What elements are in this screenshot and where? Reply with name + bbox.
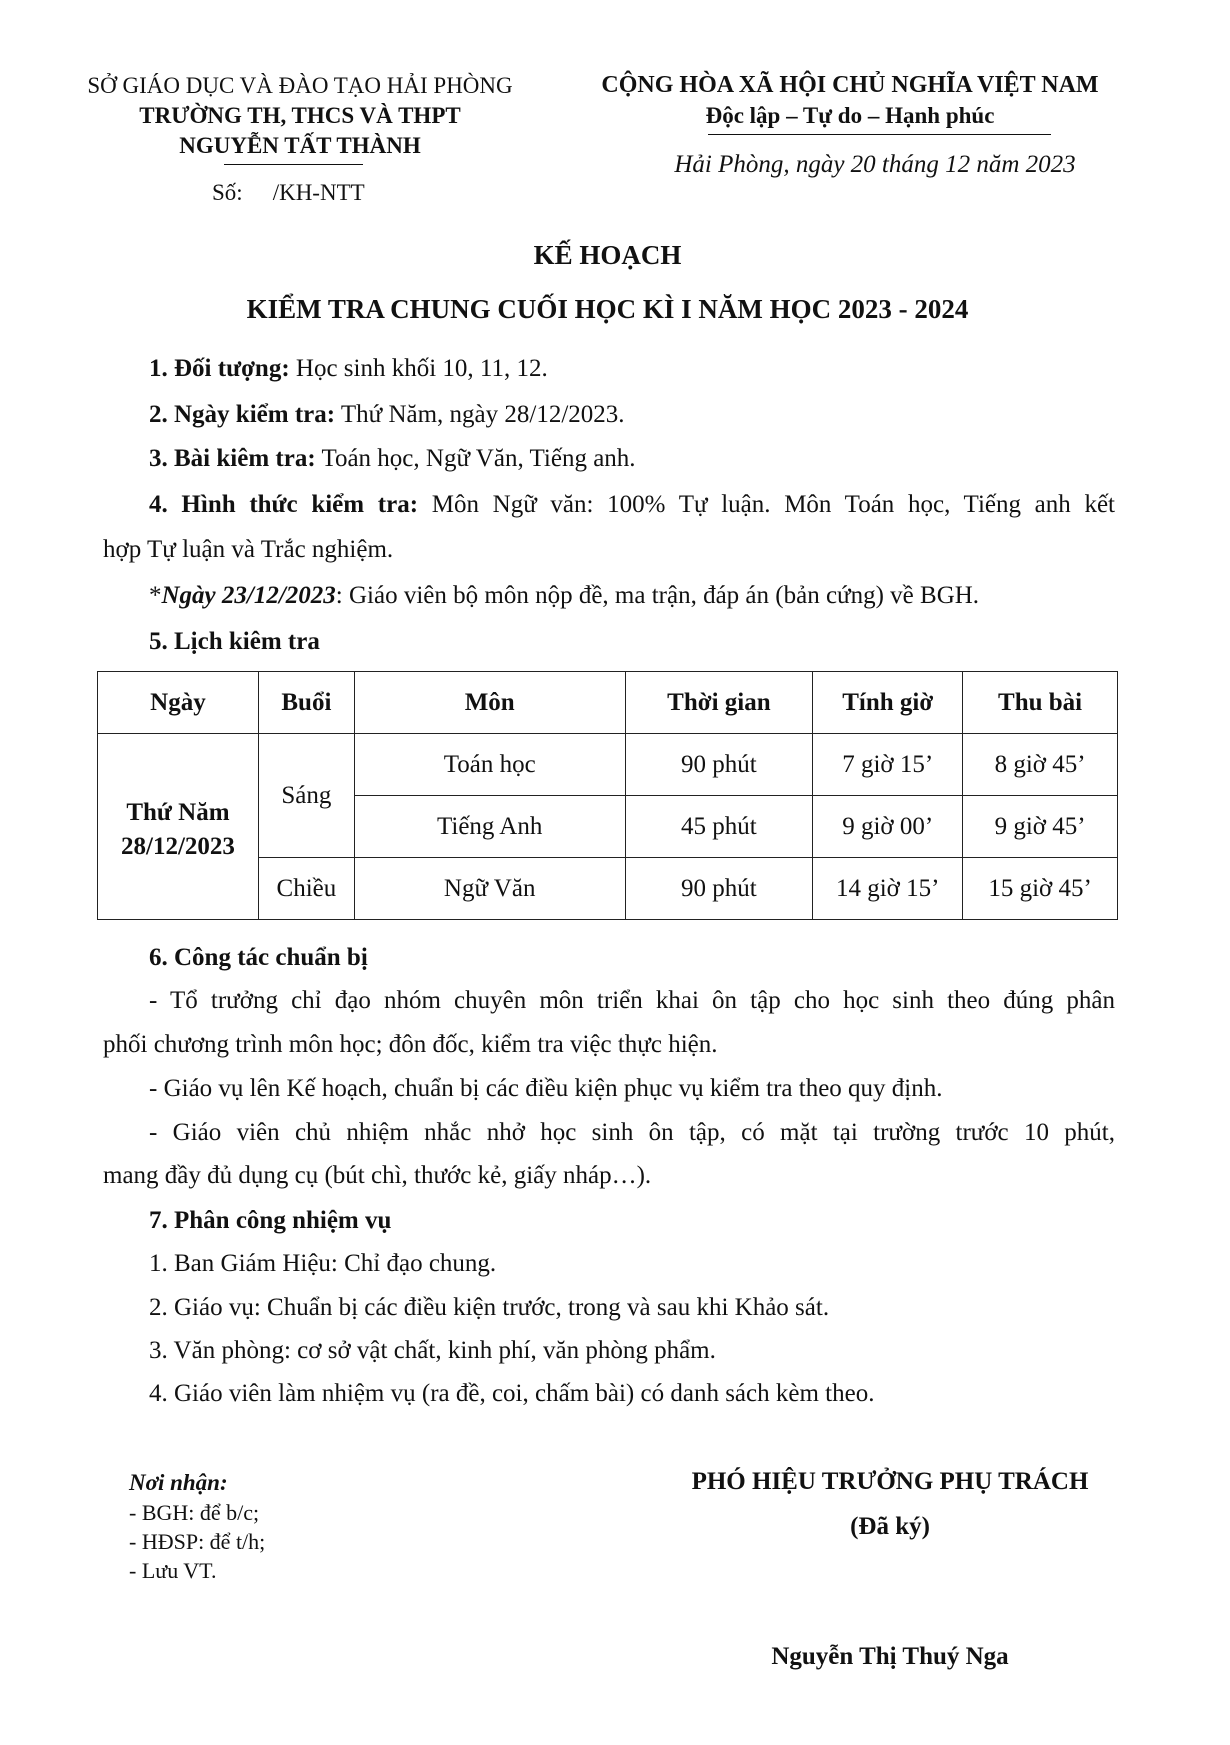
duration-cell: 90 phút: [625, 734, 813, 796]
subject-cell: Tiếng Anh: [354, 796, 625, 858]
section-1: [103, 354, 1115, 384]
duration-cell: 45 phút: [625, 796, 813, 858]
recipient-item: - BGH: để b/c;: [129, 1500, 260, 1525]
section-7-heading: 7. Phân công nhiệm vụ: [149, 1207, 392, 1234]
prep-item-3-continued: mang đầy đủ dụng cụ (bút chì, thước kẻ, giấy nháp…).: [103, 1162, 652, 1189]
exam-date: 28/12/2023: [121, 832, 235, 860]
prep-item-1-continued: phối chương trình môn học; đôn đốc, kiểm tra việc thực hiện.: [103, 1031, 718, 1058]
session-afternoon: Chiều: [258, 858, 354, 920]
document-number: [212, 178, 365, 208]
table-row: [98, 734, 1118, 796]
recipients-list: [129, 1498, 265, 1585]
number-label: Số:: [212, 180, 243, 205]
header-start: Tính giờ: [813, 672, 963, 734]
left-underline: [224, 164, 363, 165]
note-prefix: *: [149, 582, 162, 609]
section-3-text: Toán học, Ngữ Văn, Tiếng anh.: [315, 445, 636, 472]
signer-title: PHÓ HIỆU TRƯỞNG PHỤ TRÁCH: [691, 1468, 1089, 1495]
recipient-item: - Lưu VT.: [129, 1558, 217, 1583]
assignment-item: 3. Văn phòng: cơ sở vật chất, kinh phí, văn phòng phẩm.: [149, 1337, 716, 1364]
recipients-label: Nơi nhận:: [129, 1470, 228, 1495]
section-3: [103, 444, 1115, 474]
school-name-line2: NGUYỄN TẤT THÀNH: [179, 133, 421, 158]
prep-item-3: - Giáo viên chủ nhiệm nhắc nhở học sinh ôn tập, có mặt tại trường trước 10 phút,: [149, 1119, 1115, 1146]
session-morning: Sáng: [258, 734, 354, 858]
section-1-text: Học sinh khối 10, 11, 12.: [289, 355, 548, 382]
header-day: Ngày: [98, 672, 259, 734]
section-4-continued: hợp Tự luận và Trắc nghiệm.: [103, 536, 394, 563]
start-cell: 14 giờ 15’: [813, 858, 963, 920]
section-2-text: Thứ Năm, ngày 28/12/2023.: [335, 401, 625, 428]
exam-schedule-table: [97, 671, 1118, 920]
section-3-label: 3. Bài kiêm tra:: [149, 445, 316, 472]
prep-item-2: - Giáo vụ lên Kế hoạch, chuẩn bị các điều kiện phục vụ kiểm tra theo quy định.: [149, 1075, 943, 1102]
header-session: Buổi: [258, 672, 354, 734]
exam-day-cell: [98, 734, 259, 920]
assignment-item: 1. Ban Giám Hiệu: Chỉ đạo chung.: [149, 1250, 497, 1277]
header-duration: Thời gian: [625, 672, 813, 734]
table-header-row: [98, 672, 1118, 734]
signer-name: Nguyễn Thị Thuý Nga: [771, 1643, 1009, 1670]
assignment-item: 2. Giáo vụ: Chuẩn bị các điều kiện trước, trong và sau khi Khảo sát.: [149, 1294, 830, 1321]
number-value: /KH-NTT: [272, 180, 365, 205]
section-4: [103, 490, 1115, 520]
right-underline: [708, 134, 1051, 135]
national-motto: Độc lập – Tự do – Hạnh phúc: [705, 103, 995, 128]
recipient-item: - HĐSP: để t/h;: [129, 1529, 266, 1554]
assignment-item: 4. Giáo viên làm nhiệm vụ (ra đề, coi, chấm bài) có danh sách kèm theo.: [149, 1380, 875, 1407]
header-collect: Thu bài: [963, 672, 1118, 734]
subject-cell: Toán học: [354, 734, 625, 796]
national-title: CỘNG HÒA XÃ HỘI CHỦ NGHĨA VIỆT NAM: [601, 72, 1099, 98]
section-4-text: Môn Ngữ văn: 100% Tự luận. Môn Toán học, Tiếng anh kết: [418, 491, 1116, 518]
collect-cell: 15 giờ 45’: [963, 858, 1118, 920]
prep-item-1: - Tổ trưởng chỉ đạo nhóm chuyên môn triển khai ôn tập cho học sinh theo đúng phân: [149, 987, 1115, 1014]
section-2-label: 2. Ngày kiểm tra:: [149, 401, 336, 428]
start-cell: 7 giờ 15’: [813, 734, 963, 796]
start-cell: 9 giờ 00’: [813, 796, 963, 858]
note-text: : Giáo viên bộ môn nộp đề, ma trận, đáp án (bản cứng) về BGH.: [335, 582, 980, 609]
section-1-label: 1. Đối tượng:: [149, 355, 290, 382]
subject-cell: Ngữ Văn: [354, 858, 625, 920]
signature-status: (Đã ký): [850, 1513, 930, 1540]
header-subject: Môn: [354, 672, 625, 734]
department-name: SỞ GIÁO DỤC VÀ ĐÀO TẠO HẢI PHÒNG: [87, 73, 513, 98]
school-name-line1: TRƯỜNG TH, THCS VÀ THPT: [139, 103, 461, 128]
section-6-heading: 6. Công tác chuẩn bị: [149, 944, 368, 971]
collect-cell: 9 giờ 45’: [963, 796, 1118, 858]
duration-cell: 90 phút: [625, 858, 813, 920]
note-date: Ngày 23/12/2023: [161, 582, 336, 609]
section-2: [103, 400, 1115, 430]
place-date: Hải Phòng, ngày 20 tháng 12 năm 2023: [674, 151, 1076, 178]
section-4-label: 4. Hình thức kiểm tra:: [149, 491, 419, 518]
document-subtitle: KIỂM TRA CHUNG CUỐI HỌC KÌ I NĂM HỌC 2023 - 2024: [246, 294, 969, 324]
section-5-heading: 5. Lịch kiêm tra: [149, 628, 320, 655]
submission-note: [103, 581, 1115, 611]
exam-weekday: Thứ Năm: [126, 798, 230, 826]
collect-cell: 8 giờ 45’: [963, 734, 1118, 796]
document-title: KẾ HOẠCH: [533, 240, 682, 270]
